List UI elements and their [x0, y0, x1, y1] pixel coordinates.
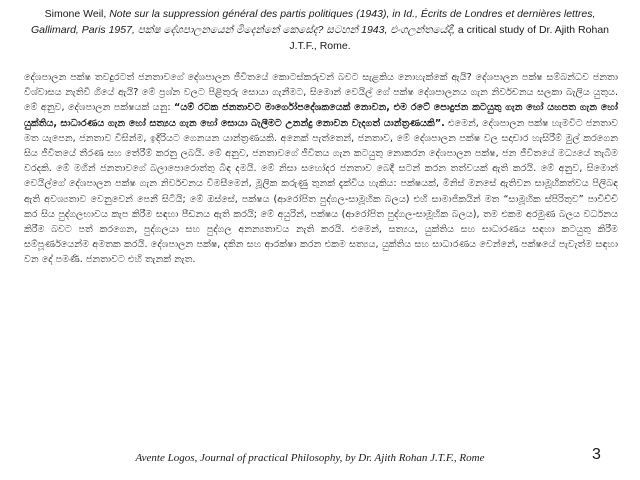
body-text-main: එමෙන්, දේශපාලන පක්ෂ හැමවිට ජනතාව මත යැපෙන, ජනතාව විසින්ම, ඉදිරියට ගෙනයන යාන්ත්‍රණයකි. අනෙක් පැත්තෙන්, ජනතාව, මේ දේශපාලන පක්ෂ වල සදාචාර හැසිරීම් මුල් කරගෙන සිය ජීවිතයේ තීරණ සහ තේරීම් කරනු ලබයි. මේ අනුව, ජනතාවගේ ජීවිතය ගැන කටයුතු නොකරන දේශපාලන පක්ෂ, ජන ජීවිතයේ මධ්‍යයේ තැබීම වරදකි. මේ මගින් ජනතාවගේ බලාපොරොත්තු බිඳ දමයි. මේ නිසා සහෝදර ජනතාව බෙදී සටන් කරන තත්වයක් ඇති කරයි. මේ අනුව, සිමොන් වෙයිල්ගේ දේශපාලන පක්ෂ ගැන නිර්වචනය විමසීමෙන්, මූලික කරුණු තුනක් දැක්විය හැකිය: පක්ෂයක්, මිනිස් මනසේ ඇතිවන සාමූහිකත්වය පිලිබඳ ඇති අවශ්‍යතාව වෙනුවෙන් පෙනී සිටියි; මේ ඔස්සේ, පක්ෂය (ආරෝපිත පුද්ගල-සාමූහික බලය) එහි සාමාජිකයින් මත “සාමූහික ස්පිරිතුව” පාවිච්චි කර සිය පුද්ගලභාවය කැප කිරීම සඳහා පීඩනය ඇති කරයි; මේ අයුරින්, පක්ෂය (ආරෝපිත පුද්ගල-සාමූහික බලය), තම එකම අරමුණ බලය වර්ධනය කිරීම බවට පත් කරගෙන, පුද්ගලයා සහ පුද්ගල අනන්‍යතාවය නැති කරයි. එමෙන්, සත්‍යය, යුක්තිය සහ සාධාරණය සඳහා කටයුතු කිරීම සම්පූර්ණයෙන්ම අමතක කරයි. දේශපාලන පක්ෂ, දකින සහ ආරක්ෂා කරන එකම සත්‍යය, යුක්තිය සහ සාධාරණය වෙන්නේ, පක්ෂයේ පැවැත්ම සඳහා වන දේ පමණි. ජනතාවට එහි තැනක් නැත. [24, 117, 618, 266]
body-text-intro: දේශපාලන පක්ෂ තවදුරටත් ජනතාවගේ දේශපාලන ජීවිතයේ කොටස්කරුවන් බවට සැළකිය නොහැක්කේ ඇයි? දේශපාලන පක්ෂ සම්බන්ධව ජනතා විශ්වාසය නැතිවී ගියේ ඇයි? මේ ප්‍රශ්න වලට පිළිතුරු සොයා ගැනීමට, සිමොන් වෙයිල් ගේ පක්ෂ දේශපාලනය ගැන නිර්වචනය සලකා බැලිය යුතුය. මේ අනුව, දේශපාලන පක්ෂයක් යනු: [24, 72, 618, 114]
definition-quote: “යම් රටක ජනතාවට මාර්ගෝපදේශකයෙක් නොවන, එම රටේ පොදුජන කටයුතු ගැන හෝ යහපත ගැන හෝ යුක්තිය, සාධාරණය ගැන හෝ සත්‍යය ගැන හෝ සොයා බැලීමට උනන්දු නොවන වැදගත් යාන්ත්‍රණයකි”. [24, 102, 618, 129]
citation-study-note: a critical study of Dr. Ajith Rohan J.T.F., Rome. [289, 24, 609, 52]
citation-header [20, 6, 620, 54]
journal-footer: Avente Logos, Journal of practical Philosophy, by Dr. Ajith Rohan J.T.F., Rome [135, 452, 485, 464]
citation-author: Simone Weil, [44, 8, 110, 20]
citation-sinhala-title: පක්ෂ දේශපාලනයෙන් මිදෙන්නේ කෙසේද? සටහන් 1943, එංගලන්තයේදී, [134, 24, 455, 36]
citation-title: Note sur la suppression général des partis politiques (1943), in Id., Écrits de Londres et dernières lettres, Gallimard, Paris 1957, [30, 8, 596, 36]
body-paragraph [24, 70, 618, 268]
page-number: 3 [592, 446, 601, 463]
